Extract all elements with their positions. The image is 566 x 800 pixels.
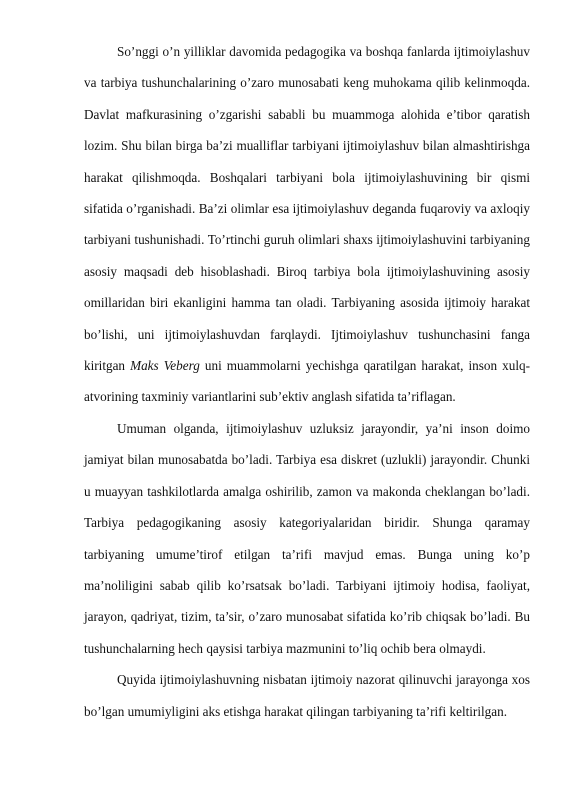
author-name: Maks Veberg: [130, 358, 200, 374]
paragraph-1-text-start: So’nggi o’n yilliklar davomida pedagogika va boshqa fanlarda ijtimoiylashuv va tarbiya tushunchalarining o’zaro munosabati keng muhokama qilib kelinmoqda. Davlat mafkurasining o’zgarishi sababli bu muammoga alohida e’tibor qaratish lozim. Shu bilan birga ba’zi mualliflar tarbiyani ijtimoiylashuv bilan almashtirishga harakat qilishmoqda. Boshqalari tarbiyani bola ijtimoiylashuvining bir qismi sifatida o’rganishadi. Ba’zi olimlar esa ijtimoiylashuv deganda fuqaroviy va axloqiy tarbiyani tushunishadi. To’rtinchi guruh olimlari shaxs ijtimoiylashuvini tarbiyaning asosiy maqsadi deb hisoblashadi. Biroq tarbiya bola ijtimoiylashuvining asosiy omillaridan biri ekanligini hamma tan oladi. Tarbiyaning asosida ijtimoiy harakat bo’lishi, uni ijtimoiylashuvdan farqlaydi. Ijtimoiylashuv tushunchasini fanga kiritgan: [84, 44, 530, 374]
paragraph-2: Umuman olganda, ijtimoiylashuv uzluksiz jarayondir, ya’ni inson doimo jamiyat bilan munosabatda bo’ladi. Tarbiya esa diskret (uzlukli) jarayondir. Chunki u muayyan tashkilotlarda amalga oshirilib, zamon va makonda cheklangan bo’ladi. Tarbiya pedagogikaning asosiy kategoriyalaridan biridir. Shunga qaramay tarbiyaning umume’tirof etilgan ta’rifi mavjud emas. Bunga uning ko’p ma’noliligini sabab qilib ko’rsatsak bo’ladi. Tarbiyani ijtimoiy hodisa, faoliyat, jarayon, qadriyat, tizim, ta’sir, o’zaro munosabat sifatida ko’rib chiqsak bo’ladi. Bu tushunchalarning hech qaysisi tarbiya mazmunini to’liq ochib bera olmaydi.: [84, 420, 530, 656]
document-body: [84, 36, 530, 727]
paragraph-3: Quyida ijtimoiylashuvning nisbatan ijtimoiy nazorat qilinuvchi jarayonga xos bo’lgan umumiyligini aks etishga harakat qilingan tarbiyaning ta’rifi keltirilgan.: [84, 672, 530, 719]
paragraph-1-text-end: uni muammolarni yechishga qaratilgan harakat, inson xulq-atvorining taxminiy variantlarini sub’ektiv anglash sifatida ta’riflagan.: [84, 358, 530, 405]
paragraph-1: [84, 36, 530, 413]
